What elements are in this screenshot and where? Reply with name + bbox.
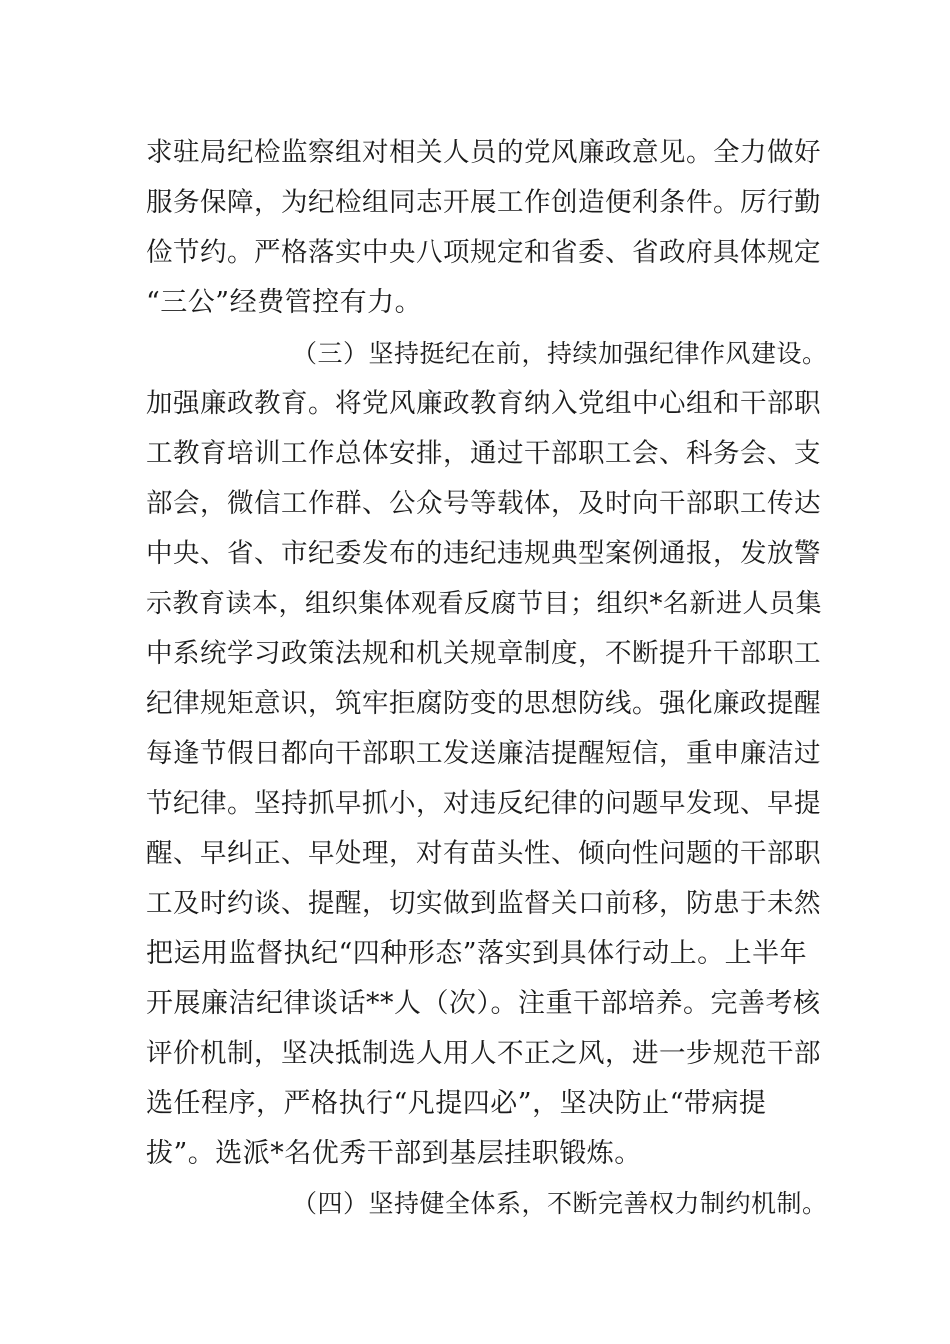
- body-text-line: 纪律规矩意识，筑牢拒腐防变的思想防线。强化廉政提醒: [146, 688, 821, 719]
- body-text-line: 部会，微信工作群、公众号等载体，及时向干部职工传达: [146, 488, 821, 519]
- body-text-line: 工及时约谈、提醒，切实做到监督关口前移，防患于未然: [146, 888, 821, 919]
- body-text-line: 拔”。选派*名优秀干部到基层挂职锻炼。: [146, 1138, 642, 1169]
- body-text-line: 醒、早纠正、早处理，对有苗头性、倾向性问题的干部职: [146, 838, 821, 869]
- body-text-line: 俭节约。严格落实中央八项规定和省委、省政府具体规定: [146, 237, 821, 268]
- body-text-line: 每逢节假日都向干部职工发送廉洁提醒短信，重申廉洁过: [146, 738, 821, 769]
- section-heading-3: （三）坚持挺纪在前，持续加强纪律作风建设。: [292, 339, 828, 368]
- body-text-line: 服务保障，为纪检组同志开展工作创造便利条件。厉行勤: [146, 187, 821, 218]
- body-text-line: 示教育读本，组织集体观看反腐节目；组织*名新进人员集: [146, 589, 823, 619]
- body-text-line: 评价机制，坚决抵制选人用人不正之风，进一步规范干部: [146, 1038, 821, 1069]
- section-heading-4: （四）坚持健全体系，不断完善权力制约机制。: [292, 1189, 828, 1218]
- body-text-line: 节纪律。坚持抓早抓小，对违反纪律的问题早发现、早提: [146, 788, 821, 819]
- body-text-line: 中系统学习政策法规和机关规章制度，不断提升干部职工: [146, 638, 821, 669]
- body-text-line: 开展廉洁纪律谈话**人（次）。注重干部培养。完善考核: [146, 988, 821, 1019]
- body-text-line: 工教育培训工作总体安排，通过干部职工会、科务会、支: [146, 438, 821, 469]
- body-text-line: “三公”经费管控有力。: [146, 287, 423, 318]
- body-text-line: 把运用监督执纪“四种形态”落实到具体行动上。上半年: [146, 938, 808, 969]
- body-text-line: 求驻局纪检监察组对相关人员的党风廉政意见。全力做好: [146, 137, 821, 168]
- body-text-line: 中央、省、市纪委发布的违纪违规典型案例通报，发放警: [146, 538, 821, 569]
- body-text-line: 加强廉政教育。将党风廉政教育纳入党组中心组和干部职: [146, 388, 821, 419]
- body-text-line: 选任程序，严格执行“凡提四必”，坚决防止“带病提: [146, 1088, 767, 1119]
